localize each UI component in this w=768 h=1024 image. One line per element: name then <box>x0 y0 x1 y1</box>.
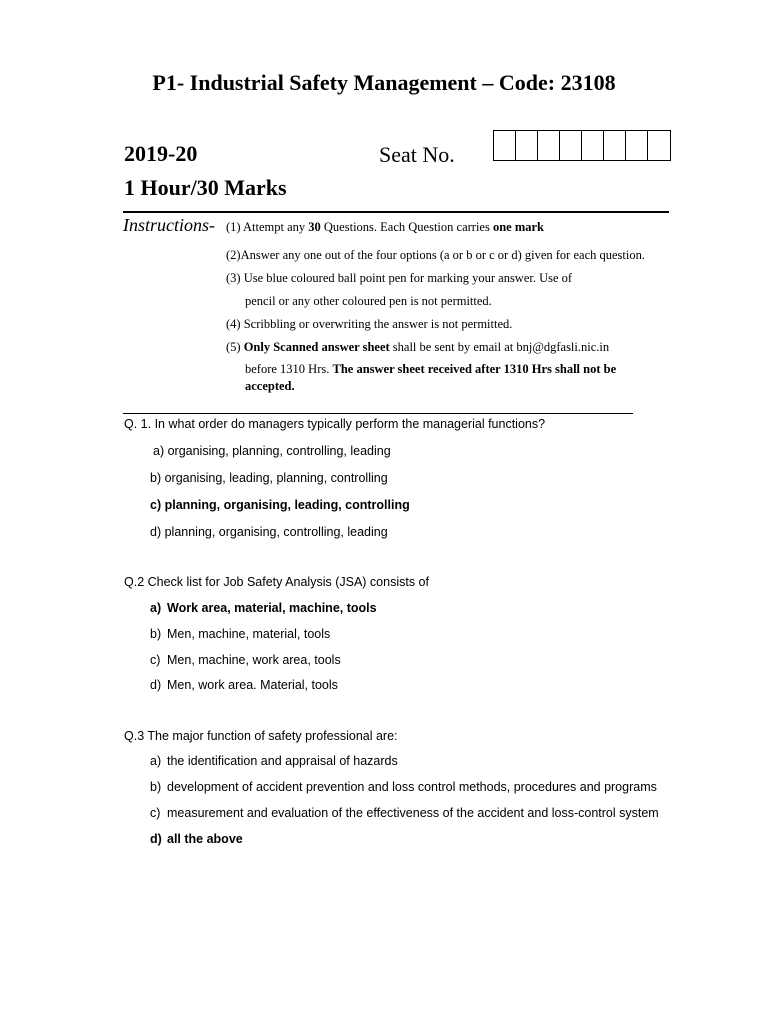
q3-option-d <box>150 832 243 846</box>
question-2: Q.2 Check list for Job Safety Analysis (JSA) consists of <box>124 575 429 589</box>
option-text: the identification and appraisal of hazards <box>167 754 398 768</box>
seat-box <box>560 131 582 160</box>
seat-number-label: Seat No. <box>379 142 455 167</box>
q1-option-d: d) planning, organising, controlling, leading <box>150 525 388 539</box>
seat-box <box>516 131 538 160</box>
option-label: d) <box>150 832 162 846</box>
option-label: c) <box>150 653 161 667</box>
instruction-text: Questions. Each Question carries <box>320 220 493 234</box>
option-text: Men, work area. Material, tools <box>167 678 338 692</box>
instruction-emphasis: 30 <box>308 220 321 234</box>
option-text: all the above <box>167 832 243 846</box>
seat-box <box>582 131 604 160</box>
q3-option-c <box>150 806 659 820</box>
q3-option-a <box>150 754 398 768</box>
option-label: a) <box>150 601 162 615</box>
seat-box <box>604 131 626 160</box>
instruction-emphasis: The answer sheet received after 1310 Hrs shall not be <box>332 362 617 376</box>
instruction-text: shall be sent by email at bnj@dgfasli.nic.in <box>389 340 610 354</box>
instruction-text: before 1310 Hrs. <box>245 362 333 376</box>
instruction-emphasis: Only Scanned answer sheet <box>243 340 390 354</box>
seat-number-boxes <box>493 130 671 161</box>
paper-title: P1- Industrial Safety Management – Code: 23108 <box>152 70 616 95</box>
q3-option-b <box>150 780 657 794</box>
seat-box <box>538 131 560 160</box>
option-text: Work area, material, machine, tools <box>167 601 377 615</box>
seat-box <box>648 131 670 160</box>
q1-option-c: c) planning, organising, leading, controlling <box>150 498 410 512</box>
question-1: Q. 1. In what order do managers typically perform the managerial functions? <box>124 417 546 431</box>
option-label: d) <box>150 678 162 692</box>
option-text: Men, machine, work area, tools <box>167 653 341 667</box>
instruction-4: (4) Scribbling or overwriting the answer is not permitted. <box>226 317 513 331</box>
option-label: c) <box>150 806 161 820</box>
option-label: b) <box>150 780 162 794</box>
instruction-text: (1) Attempt any <box>226 220 309 234</box>
seat-box <box>626 131 648 160</box>
instructions-label: Instructions- <box>123 215 215 235</box>
option-label: b) <box>150 627 162 641</box>
question-3: Q.3 The major function of safety professional are: <box>124 729 398 743</box>
academic-year: 2019-20 <box>124 141 198 166</box>
instruction-1 <box>226 220 544 235</box>
header-divider <box>123 211 669 213</box>
instruction-emphasis: one mark <box>492 220 545 234</box>
q2-option-a <box>150 601 377 615</box>
instruction-5-line2 <box>245 362 616 377</box>
q2-option-c <box>150 653 341 667</box>
instruction-3-line1: (3) Use blue coloured ball point pen for marking your answer. Use of <box>226 271 573 285</box>
q2-option-d <box>150 678 338 692</box>
option-text: Men, machine, material, tools <box>167 627 331 641</box>
instruction-5-line3: accepted. <box>245 379 295 393</box>
q1-option-a: a) organising, planning, controlling, leading <box>153 444 391 458</box>
option-text: measurement and evaluation of the effectiveness of the accident and loss-control system <box>167 806 659 820</box>
instructions-divider <box>123 413 633 414</box>
option-text: development of accident prevention and loss control methods, procedures and programs <box>167 780 657 794</box>
option-label: a) <box>150 754 162 768</box>
instruction-text: (5) <box>226 340 244 354</box>
duration-marks: 1 Hour/30 Marks <box>124 175 287 200</box>
instruction-3-line2: pencil or any other coloured pen is not permitted. <box>245 294 492 308</box>
seat-box <box>494 131 516 160</box>
instruction-5 <box>226 340 609 355</box>
q2-option-b <box>150 627 330 641</box>
q1-option-b: b) organising, leading, planning, controlling <box>150 471 388 485</box>
instruction-2: (2)Answer any one out of the four options (a or b or c or d) given for each question. <box>226 248 645 262</box>
